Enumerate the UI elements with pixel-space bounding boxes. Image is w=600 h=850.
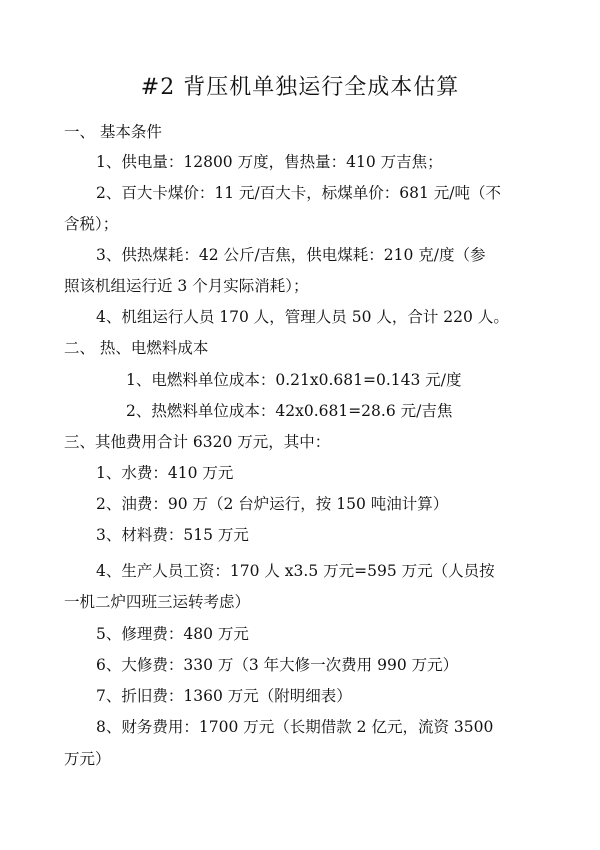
condition-item-3-cont: 照该机组运行近 3 个月实际消耗）； [64, 277, 309, 295]
fuel-cost-item-1: 1、电燃料单位成本：0.21x0.681=0.143 元/度 [126, 371, 462, 389]
document-title: #2 背压机单独运行全成本估算 [140, 75, 460, 100]
condition-item-3: 3、供热煤耗：42 公斤/吉焦，供电煤耗：210 克/度（参 [96, 246, 486, 264]
other-cost-item-5: 5、修理费：480 万元 [96, 625, 249, 643]
section-heading-1: 一、 基本条件 [64, 123, 162, 141]
condition-item-1: 1、供电量：12800 万度，售热量：410 万吉焦； [96, 153, 443, 171]
other-cost-item-3: 3、材料费：515 万元 [96, 526, 249, 544]
condition-item-2-cont: 含税）； [64, 215, 119, 233]
fuel-cost-item-2: 2、热燃料单位成本：42x0.681=28.6 元/吉焦 [126, 402, 453, 420]
other-cost-item-8-cont: 万元） [64, 750, 111, 768]
other-cost-item-8: 8、财务费用：1700 万元（长期借款 2 亿元，流资 3500 [96, 718, 494, 736]
condition-item-4: 4、机组运行人员 170 人，管理人员 50 人，合计 220 人。 [96, 308, 509, 326]
other-cost-item-7: 7、折旧费：1360 万元（附明细表） [96, 687, 352, 705]
other-cost-item-4-cont: 一机二炉四班三运转考虑） [64, 593, 251, 611]
other-cost-item-1: 1、水费：410 万元 [96, 464, 234, 482]
other-cost-item-2: 2、油费：90 万（2 台炉运行，按 150 吨油计算） [96, 495, 449, 513]
other-cost-item-4: 4、生产人员工资：170 人 x3.5 万元=595 万元（人员按 [96, 562, 495, 580]
condition-item-2: 2、百大卡煤价：11 元/百大卡，标煤单价：681 元/吨（不 [96, 184, 501, 202]
section-heading-3: 三、其他费用合计 6320 万元，其中： [64, 433, 331, 451]
other-cost-item-6: 6、大修费：330 万（3 年大修一次费用 990 万元） [96, 656, 459, 674]
section-heading-2: 二、 热、电燃料成本 [64, 339, 209, 357]
